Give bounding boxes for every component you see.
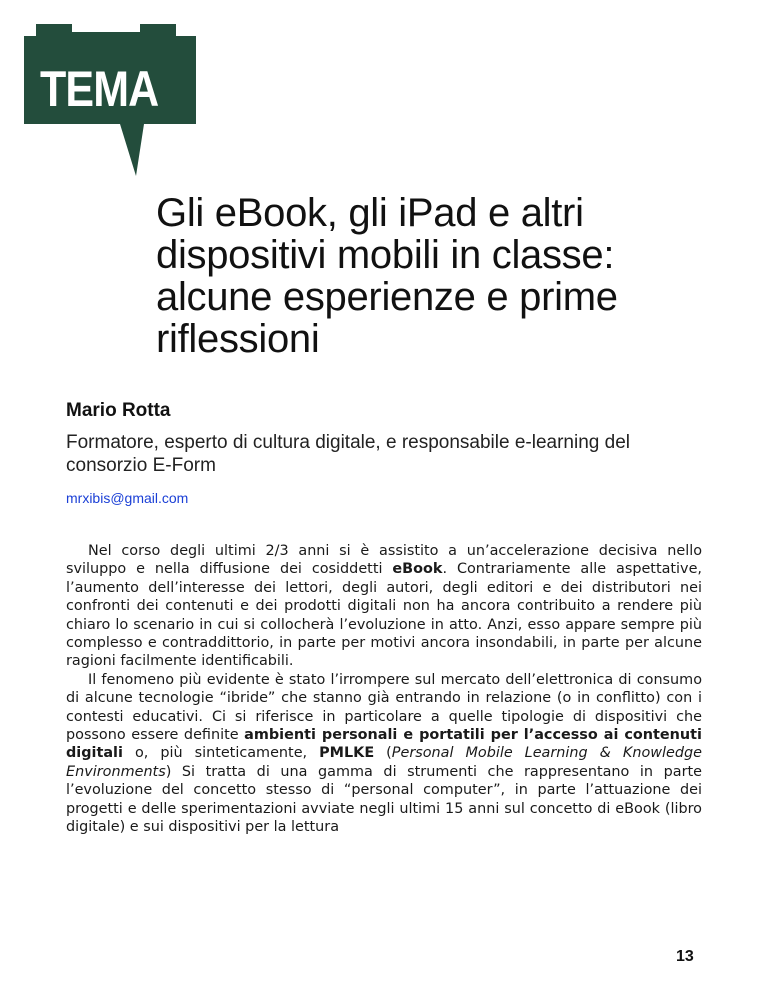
author-affiliation: Formatore, esperto di cultura digitale, e responsabile e-learning del consorzio E-Form xyxy=(66,432,630,476)
bold-term: eBook xyxy=(392,561,443,578)
badge-label: TEMA xyxy=(40,61,159,117)
section-badge xyxy=(24,24,196,176)
paragraph-text: Nel corso degli ultimi 2/3 anni si è assistito a un’accelerazione decisiva nello sviluppo e nella diffusione dei cosiddetti xyxy=(66,543,702,578)
page-number: 13 xyxy=(676,948,694,965)
paragraph-text: o, più sinteticamente, xyxy=(122,745,320,762)
article-body xyxy=(66,542,702,837)
bold-term: ambienti personali e portatili per l’accesso ai contenuti digitali xyxy=(66,727,702,762)
author-name: Mario Rotta xyxy=(66,400,171,421)
italic-term: Personal Mobile Learning & Knowledge Environments xyxy=(66,745,702,780)
paragraph-text: . Contrariamente alle aspettative, l’aumento dell’interesse dei lettori, degli autori, degli editori e dei distributori nei confronti dei contenuti e dei prodotti digitali non ha ancora contribuito a rendere più chiaro lo scenario in cui si collocherà l’evoluzione in atto. Anzi, esso appare sempre più complesso e contraddittorio, in parte per motivi ancora insondabili, in parte per alcune ragioni facilmente identificabili. xyxy=(66,561,702,670)
paragraph-text: Il fenomeno più evidente è stato l’irrompere sul mercato dell’elettronica di consumo di alcune tecnologie “ibride” che stanno già entrando in relazione (o in conflitto) con i contesti educativi. Ci si riferisce in particolare a quelle tipologie di dispositivi che possono essere definite xyxy=(66,671,702,744)
paragraph-text: ( xyxy=(374,745,392,762)
author-email-link[interactable]: mrxibis@gmail.com xyxy=(66,490,189,506)
paragraph-2 xyxy=(66,671,702,837)
bold-term: PMLKE xyxy=(319,745,375,762)
paragraph-text: ) Si tratta di una gamma di strumenti che rappresentano in parte l’evoluzione del concetto stesso di “personal computer”, in parte l’attuazione dei progetti e delle sperimentazioni avviate negli ultimi 15 anni sul concetto di eBook (libro digitale) e sui dispositivi per la lettura xyxy=(66,763,702,836)
article-title: Gli eBook, gli iPad e altri dispositivi mobili in classe: alcune esperienze e prime riflessioni xyxy=(156,191,618,361)
paragraph-1 xyxy=(66,542,702,671)
